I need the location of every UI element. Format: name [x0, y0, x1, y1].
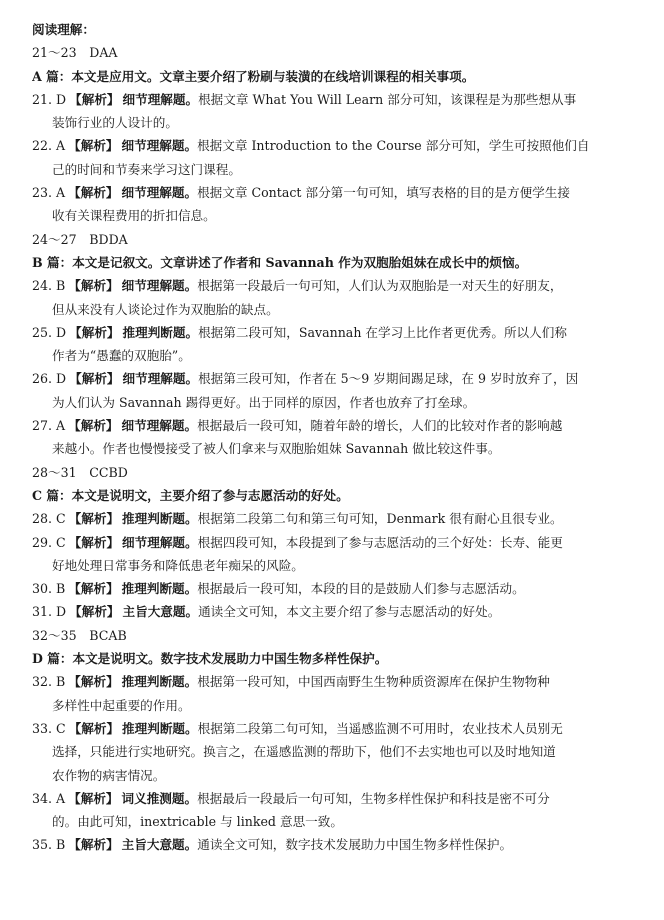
analysis-tag: 【解析】 — [68, 581, 119, 597]
question-type: 主旨大意题。 — [122, 604, 199, 620]
question-number: 23. A — [32, 185, 66, 201]
question-type: 推理判断题。 — [122, 720, 198, 736]
question-number: 35. B — [32, 837, 66, 853]
question-explanation — [32, 414, 640, 437]
question-number: 21. D — [32, 91, 67, 107]
question-type: 细节理解题。 — [121, 138, 198, 154]
question-type: 细节理解题。 — [121, 418, 198, 434]
explanation-text: 根据第一段可知，中国西南野生生物种质资源库在保护生物物种 — [197, 674, 550, 690]
explanation-text: 根据第二段可知，Savannah 在学习上比作者更优秀。所以人们称 — [198, 324, 567, 340]
question-explanation — [32, 833, 640, 856]
question-number: 28. C — [32, 511, 66, 527]
analysis-tag: 【解析】 — [68, 511, 120, 527]
answer-range: 32～35 BCAB — [32, 627, 127, 643]
explanation-text: 通读全文可知，数字技术发展助力中国生物多样性保护。 — [197, 837, 513, 853]
passage-summary: D 篇：本文是说明文。数字技术发展助力中国生物多样性保护。 — [32, 651, 388, 667]
explanation-text: 根据四段可知，本段提到了参与志愿活动的三个好处：长寿、能更 — [197, 534, 563, 550]
explanation-continuation: 农作物的病害情况。 — [52, 767, 166, 783]
analysis-tag: 【解析】 — [69, 91, 120, 107]
question-explanation — [32, 717, 640, 740]
question-explanation — [32, 600, 640, 623]
analysis-tag: 【解析】 — [68, 418, 119, 434]
explanation-continuation: 收有关课程费用的折扣信息。 — [52, 208, 216, 224]
explanation-continuation: 好地处理日常事务和降低患老年痴呆的风险。 — [52, 557, 304, 573]
explanation-continuation: 但从来没有人谈论过作为双胞胎的缺点。 — [52, 301, 279, 317]
analysis-tag: 【解析】 — [68, 278, 119, 294]
question-number: 24. B — [32, 278, 66, 294]
question-number: 25. D — [32, 324, 67, 340]
explanation-continuation: 多样性中起重要的作用。 — [52, 697, 191, 713]
question-explanation — [32, 181, 640, 204]
explanation-text: 根据第二段第二句和第三句可知，Denmark 很有耐心且很专业。 — [197, 511, 563, 527]
question-explanation — [32, 367, 640, 390]
explanation-text: 根据文章 What You Will Learn 部分可知，该课程是为那些想从事 — [198, 91, 577, 107]
passage-summary: A 篇：本文是应用文。文章主要介绍了粉刷与装潢的在线培训课程的相关事项。 — [32, 68, 475, 84]
explanation-continuation: 的。由此可知，inextricable 与 linked 意思一致。 — [52, 814, 343, 830]
question-number: 32. B — [32, 674, 66, 690]
question-type: 细节理解题。 — [122, 371, 199, 387]
analysis-tag: 【解析】 — [68, 674, 119, 690]
question-type: 细节理解题。 — [122, 91, 199, 107]
analysis-tag: 【解析】 — [68, 138, 119, 154]
analysis-tag: 【解析】 — [68, 790, 119, 806]
section-heading: 阅读理解： — [32, 22, 95, 37]
question-type: 词义推测题。 — [121, 790, 198, 806]
answer-content — [32, 41, 640, 856]
explanation-continuation: 作者为“愚蠢的双胞胎”。 — [52, 348, 191, 364]
question-number: 22. A — [32, 138, 66, 154]
analysis-tag: 【解析】 — [68, 720, 120, 736]
question-number: 34. A — [32, 790, 66, 806]
question-number: 33. C — [32, 720, 66, 736]
question-explanation — [32, 274, 640, 297]
question-type: 推理判断题。 — [122, 511, 198, 527]
question-type: 推理判断题。 — [121, 581, 198, 597]
question-number: 26. D — [32, 371, 67, 387]
explanation-continuation: 来越小。作者也慢慢接受了被人们拿来与双胞胎姐妹 Savannah 做比较这件事。 — [52, 441, 501, 457]
explanation-text: 通读全文可知，本文主要介绍了参与志愿活动的好处。 — [198, 604, 501, 620]
analysis-tag: 【解析】 — [68, 534, 120, 550]
question-type: 细节理解题。 — [121, 278, 198, 294]
question-explanation — [32, 787, 640, 810]
explanation-text: 根据文章 Introduction to the Course 部分可知，学生可按照他们自 — [197, 138, 590, 154]
question-type: 推理判断题。 — [121, 674, 198, 690]
analysis-tag: 【解析】 — [69, 604, 120, 620]
explanation-text: 根据第二段第二句可知，当遥感监测不可用时，农业技术人员别无 — [197, 720, 563, 736]
explanation-text: 根据最后一段可知，随着年龄的增长，人们的比较对作者的影响越 — [197, 418, 563, 434]
analysis-tag: 【解析】 — [69, 371, 120, 387]
analysis-tag: 【解析】 — [69, 324, 120, 340]
analysis-tag: 【解析】 — [68, 185, 119, 201]
question-number: 27. A — [32, 418, 66, 434]
answer-range: 21～23 DAA — [32, 45, 118, 61]
explanation-text: 根据最后一段最后一句可知，生物多样性保护和科技是密不可分 — [197, 790, 550, 806]
question-explanation — [32, 577, 640, 600]
question-explanation — [32, 134, 640, 157]
question-explanation — [32, 321, 640, 344]
passage-summary: C 篇：本文是说明文，主要介绍了参与志愿活动的好处。 — [32, 487, 349, 503]
answer-range: 28～31 CCBD — [32, 464, 128, 480]
question-type: 细节理解题。 — [121, 185, 198, 201]
passage-summary: B 篇：本文是记叙文。文章讲述了作者和 Savannah 作为双胞胎姐妹在成长中的烦恼。 — [32, 254, 528, 270]
explanation-continuation: 装饰行业的人设计的。 — [52, 115, 178, 131]
question-explanation — [32, 507, 640, 530]
question-number: 31. D — [32, 604, 67, 620]
question-explanation — [32, 531, 640, 554]
explanation-text: 根据最后一段可知，本段的目的是鼓励人们参与志愿活动。 — [197, 581, 525, 597]
question-type: 推理判断题。 — [122, 324, 199, 340]
analysis-tag: 【解析】 — [68, 837, 119, 853]
question-explanation — [32, 88, 640, 111]
question-type: 细节理解题。 — [122, 534, 198, 550]
question-number: 29. C — [32, 534, 66, 550]
explanation-continuation: 选择，只能进行实地研究。换言之，在遥感监测的帮助下，他们不去实地也可以及时地知道 — [52, 744, 556, 760]
question-explanation — [32, 670, 640, 693]
explanation-text: 根据第三段可知，作者在 5～9 岁期间踢足球，在 9 岁时放弃了，因 — [198, 371, 579, 387]
answer-range: 24～27 BDDA — [32, 231, 128, 247]
explanation-continuation: 为人们认为 Savannah 踢得更好。出于同样的原因，作者也放弃了打垒球。 — [52, 394, 476, 410]
question-number: 30. B — [32, 581, 66, 597]
explanation-continuation: 己的时间和节奏来学习这门课程。 — [52, 161, 241, 177]
explanation-text: 根据第一段最后一句可知，人们认为双胞胎是一对天生的好朋友， — [197, 278, 563, 294]
question-type: 主旨大意题。 — [121, 837, 198, 853]
explanation-text: 根据文章 Contact 部分第一句可知，填写表格的目的是方便学生接 — [197, 185, 570, 201]
